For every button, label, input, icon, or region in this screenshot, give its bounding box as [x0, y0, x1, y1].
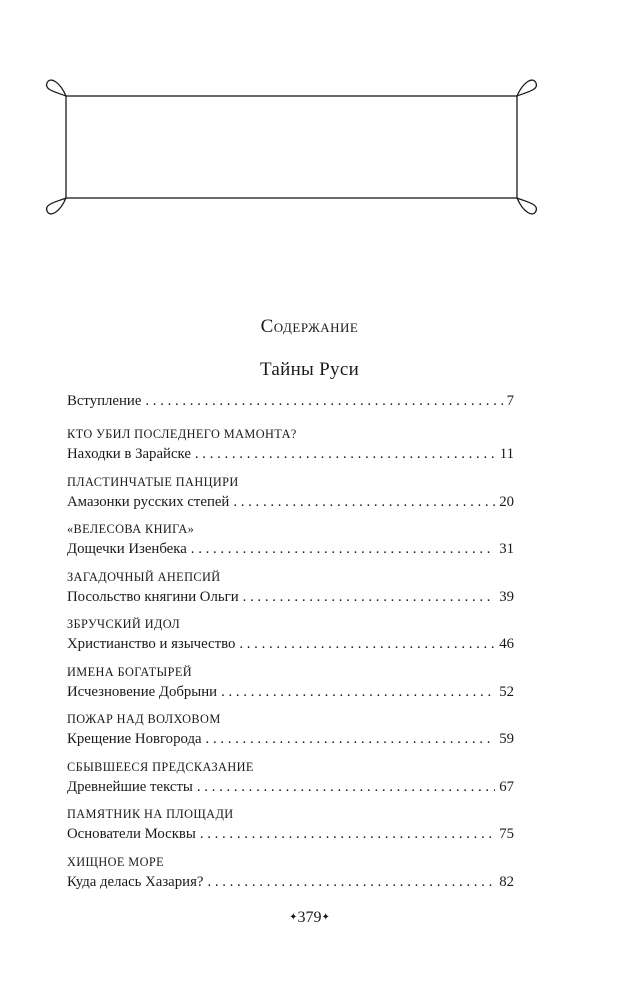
toc-section-title: ХИЩНОЕ МОРЕ: [67, 854, 165, 869]
toc-section: [67, 708, 514, 756]
toc-entry-page: 46: [499, 636, 514, 652]
page-number: [0, 909, 619, 927]
part-title: Тайны Руси: [259, 359, 360, 380]
page-title: Содержание: [260, 316, 359, 337]
toc-entry-label: Древнейшие тексты: [67, 778, 193, 795]
toc-section-title: ЗБРУЧСКИЙ ИДОЛ: [67, 617, 181, 631]
dot-leader: [243, 587, 496, 607]
toc-section: [67, 518, 514, 566]
toc-entry[interactable]: [67, 444, 514, 464]
toc-section-title: ПОЖАР НАД ВОЛХОВОМ: [67, 712, 221, 726]
toc-entry[interactable]: [67, 634, 514, 654]
dot-leader: [233, 492, 495, 512]
toc-entry-page: 39: [499, 588, 514, 605]
dot-leader: [191, 539, 495, 559]
toc-entry[interactable]: [67, 682, 514, 702]
toc-entry-page: 7: [506, 393, 514, 409]
page-number-value: 379: [297, 909, 322, 926]
toc-entry-label: Крещение Новгорода: [67, 731, 202, 747]
dot-leader: [197, 777, 495, 797]
toc-entry-label: Дощечки Изенбека: [67, 541, 187, 557]
toc-entry-label: Амазонки русских степей: [67, 493, 230, 510]
toc-section: [67, 756, 514, 804]
toc-entry-page: 31: [499, 541, 514, 557]
dot-leader: [221, 682, 495, 702]
toc-entry-label: Основатели Москвы: [67, 826, 196, 842]
toc-entry-page: 11: [499, 446, 514, 462]
toc-entry[interactable]: [67, 729, 514, 749]
dot-leader: [207, 872, 495, 892]
toc-entry[interactable]: [67, 777, 514, 797]
toc-section: [67, 566, 514, 614]
toc-section-title: КТО УБИЛ ПОСЛЕДНЕГО МАМОНТА?: [67, 427, 297, 441]
toc-entry-page: 82: [499, 873, 514, 890]
toc-section: [67, 613, 514, 661]
toc-entry-label: Вступление: [67, 393, 142, 409]
toc-entry-page: 67: [499, 778, 514, 795]
toc-section: [67, 661, 514, 709]
decorative-frame: [0, 0, 619, 230]
toc-entry-label: Христианство и язычество: [67, 636, 236, 652]
toc-section: [67, 851, 514, 899]
toc-section-title: ПЛАСТИНЧАТЫЕ ПАНЦИРИ: [67, 474, 239, 489]
toc-entry-label: Посольство княгини Ольги: [67, 588, 239, 605]
toc-entry[interactable]: [67, 539, 514, 559]
toc-entry-page: 20: [499, 493, 514, 510]
toc-section-title: ЗАГАДОЧНЫЙ АНЕПСИЙ: [67, 569, 221, 584]
toc-entry-label: Исчезновение Добрыни: [67, 683, 218, 700]
toc-section-title: СБЫВШЕЕСЯ ПРЕДСКАЗАНИЕ: [67, 759, 254, 774]
toc-section-title: ПАМЯТНИК НА ПЛОЩАДИ: [67, 807, 234, 821]
toc-entry[interactable]: [67, 492, 514, 512]
toc-entry[interactable]: [67, 587, 514, 607]
dot-leader: [206, 729, 496, 749]
table-of-contents: [67, 390, 514, 898]
dot-leader: [195, 444, 496, 464]
dot-leader: [239, 634, 495, 654]
toc-entry-page: 52: [499, 683, 514, 700]
toc-entry[interactable]: [67, 872, 514, 892]
toc-entry-page: 75: [499, 826, 514, 842]
toc-entry[interactable]: [67, 391, 514, 411]
toc-section-title: ИМЕНА БОГАТЫРЕЙ: [67, 664, 193, 679]
toc-section-title: «ВЕЛЕСОВА КНИГА»: [67, 522, 195, 536]
dot-leader: [145, 391, 502, 411]
toc-intro: [67, 390, 514, 423]
toc-entry-page: 59: [499, 731, 514, 747]
toc-section: [67, 423, 514, 471]
toc-section: [67, 471, 514, 519]
ornament-left-icon: ✦: [289, 912, 298, 923]
toc-entry[interactable]: [67, 824, 514, 844]
dot-leader: [200, 824, 495, 844]
ornament-right-icon: ✦: [321, 912, 330, 923]
toc-entry-label: Куда делась Хазария?: [67, 873, 204, 890]
toc-entry-label: Находки в Зарайске: [67, 446, 191, 462]
toc-section: [67, 803, 514, 851]
